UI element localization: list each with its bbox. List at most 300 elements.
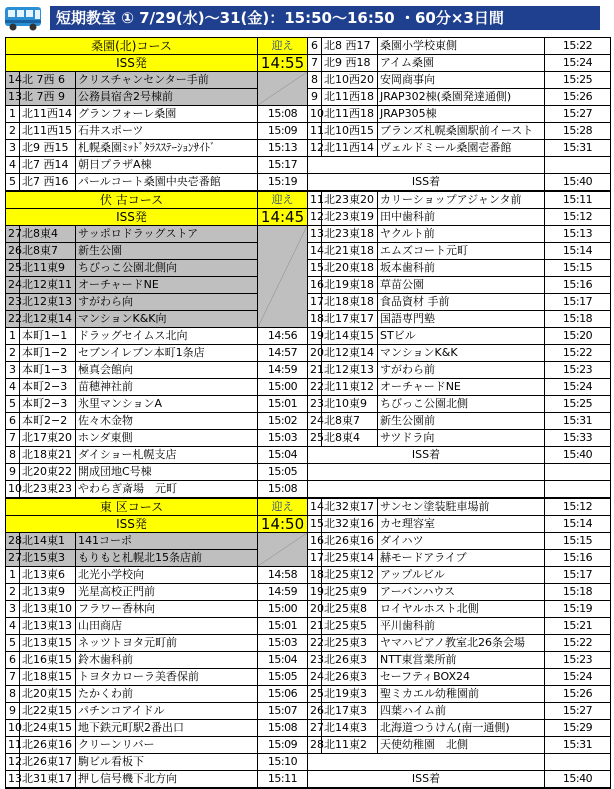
stop-name: 山田商店 <box>76 618 258 635</box>
stop-location: 北17東3 <box>322 703 378 720</box>
stop-name: カリーショップアジャンタ前 <box>378 191 545 209</box>
stop-location: 北11東2 <box>322 737 378 754</box>
stop-name: 札幌桑園ﾐｯﾄﾞﾀﾗｽｽﾃｰｼｮﾝｻｲﾄﾞ <box>76 140 258 157</box>
stop-location: 北11東12 <box>322 379 378 396</box>
stop-number: 3 <box>6 601 20 618</box>
stop-number: 24 <box>308 669 322 686</box>
stop-location: 北10東9 <box>322 396 378 413</box>
stop-number: 25 <box>6 260 20 277</box>
stop-location: 北8東4 <box>20 226 76 243</box>
iss-arrival-time: 15:40 <box>545 174 611 192</box>
stop-location: 北9 西15 <box>20 140 76 157</box>
pickup-time: 15:19 <box>258 174 308 192</box>
pickup-time: 15:15 <box>545 260 611 277</box>
pickup-time: 15:04 <box>258 447 308 464</box>
stop-location: 北11西14 <box>322 140 378 157</box>
stop-number: 3 <box>6 362 20 379</box>
stop-name: 天使幼稚園 北側 <box>378 737 545 754</box>
stop-name: グランフォーレ桑園 <box>76 106 258 123</box>
stop-number: 12 <box>308 140 322 157</box>
table-row <box>6 720 611 737</box>
stop-name: 北海道つうけん(南一通側) <box>378 720 545 737</box>
table-row <box>6 516 611 533</box>
table-row <box>6 72 611 89</box>
stop-name: 駒ビル看板下 <box>76 754 258 771</box>
stop-location: 北10西15 <box>322 123 378 140</box>
stop-location: 北32東17 <box>322 498 378 516</box>
diagonal-line <box>258 533 307 566</box>
stop-number: 21 <box>308 618 322 635</box>
pickup-time: 15:08 <box>258 106 308 123</box>
pickup-time: 14:57 <box>258 345 308 362</box>
stop-location: 北20東18 <box>322 260 378 277</box>
stop-name: マンションK&K向 <box>76 311 258 328</box>
no-pickup-time <box>258 533 308 567</box>
stop-name: STビル <box>378 328 545 345</box>
stop-number: 4 <box>6 157 20 174</box>
empty-cell <box>545 754 611 771</box>
stop-location: 北8東4 <box>322 430 378 447</box>
stop-number: 24 <box>6 277 20 294</box>
stop-location: 北13東10 <box>20 601 76 618</box>
stop-name: 極真会館向 <box>76 362 258 379</box>
table-row <box>6 123 611 140</box>
table-row <box>6 669 611 686</box>
pickup-time: 15:16 <box>545 277 611 294</box>
pickup-time: 14:58 <box>258 567 308 584</box>
stop-number: 18 <box>308 311 322 328</box>
stop-name: すがわら前 <box>378 362 545 379</box>
stop-name: 押し信号機下北方向 <box>76 771 258 789</box>
pickup-time: 15:09 <box>258 123 308 140</box>
stop-name: 桑園小学校東側 <box>378 38 545 55</box>
stop-number: 10 <box>6 720 20 737</box>
pickup-time: 15:24 <box>545 669 611 686</box>
stop-name: クリスチャンセンター手前 <box>76 72 258 89</box>
stop-location: 本町1−2 <box>20 345 76 362</box>
course-name: 桑園(北)コース <box>6 38 258 55</box>
pickup-time: 15:15 <box>545 533 611 550</box>
stop-number: 11 <box>308 123 322 140</box>
stop-number: 9 <box>308 89 322 106</box>
stop-location: 本町2−3 <box>20 396 76 413</box>
stop-location: 北19東3 <box>322 686 378 703</box>
stop-name: パールコート桑園中央壱番館 <box>76 174 258 192</box>
stop-number: 22 <box>6 311 20 328</box>
pickup-time: 15:06 <box>258 686 308 703</box>
page-title: 短期教室 ① 7/29(水)～31(金)：15:50～16:50 ・60分×3日間 <box>50 6 600 30</box>
stop-location: 北25東5 <box>322 618 378 635</box>
stop-name: オーチャードNE <box>76 277 258 294</box>
stop-location: 北20東22 <box>20 464 76 481</box>
stop-location: 北 7西 9 <box>20 89 76 106</box>
pickup-time: 15:00 <box>258 379 308 396</box>
iss-arrival-time: 15:40 <box>545 771 611 789</box>
table-row <box>6 430 611 447</box>
table-row <box>6 345 611 362</box>
table-row <box>6 277 611 294</box>
stop-number: 16 <box>308 533 322 550</box>
stop-number: 23 <box>308 652 322 669</box>
pickup-time: 15:00 <box>258 601 308 618</box>
stop-location: 北11西18 <box>322 89 378 106</box>
iss-departure-label: ISS発 <box>6 209 258 226</box>
pickup-time: 15:31 <box>545 140 611 157</box>
stop-location: 北8東7 <box>322 413 378 430</box>
stop-location: 北14東1 <box>20 533 76 550</box>
pickup-time: 15:05 <box>258 464 308 481</box>
stop-location: 北14東3 <box>322 720 378 737</box>
pickup-time: 15:29 <box>545 720 611 737</box>
stop-location: 北9 西18 <box>322 55 378 72</box>
iss-departure-time: 14:50 <box>258 516 308 533</box>
stop-location: 本町2−2 <box>20 413 76 430</box>
pickup-time: 15:18 <box>545 311 611 328</box>
pickup-time: 15:01 <box>258 618 308 635</box>
pickup-time: 15:09 <box>258 737 308 754</box>
empty-cell <box>308 464 545 481</box>
table-row <box>6 243 611 260</box>
pickup-time: 15:02 <box>258 413 308 430</box>
stop-number: 12 <box>308 209 322 226</box>
iss-arrival-label: ISS着 <box>308 174 545 192</box>
pickup-time: 15:08 <box>258 481 308 499</box>
stop-number: 2 <box>6 345 20 362</box>
stop-name: カセ理容室 <box>378 516 545 533</box>
table-row <box>6 157 611 174</box>
pickup-column-label: 迎え <box>258 498 308 516</box>
stop-name: トヨタカローラ美香保前 <box>76 669 258 686</box>
stop-number: 2 <box>6 123 20 140</box>
stop-name: 141コーポ <box>76 533 258 550</box>
pickup-time: 15:23 <box>545 362 611 379</box>
table-row <box>6 89 611 106</box>
empty-cell <box>308 157 545 174</box>
stop-name: ホンダ東側 <box>76 430 258 447</box>
stop-location: 北25東8 <box>322 601 378 618</box>
pickup-time: 15:13 <box>258 140 308 157</box>
stop-name: たかくわ前 <box>76 686 258 703</box>
stop-location: 北23東18 <box>322 226 378 243</box>
stop-location: 北11西15 <box>20 123 76 140</box>
pickup-time: 15:12 <box>545 209 611 226</box>
stop-location: 北19東18 <box>322 277 378 294</box>
table-row <box>6 584 611 601</box>
iss-departure-time: 14:55 <box>258 55 308 72</box>
stop-number: 11 <box>308 191 322 209</box>
stop-location: 本町1−3 <box>20 362 76 379</box>
stop-number: 12 <box>6 754 20 771</box>
stop-number: 14 <box>6 72 20 89</box>
stop-number: 10 <box>308 106 322 123</box>
stop-name: 新生公園前 <box>378 413 545 430</box>
stop-name: 草苗公園 <box>378 277 545 294</box>
table-row <box>6 191 611 209</box>
stop-name: 四葉ハイム前 <box>378 703 545 720</box>
schedule-table <box>5 37 611 789</box>
pickup-time: 15:24 <box>545 379 611 396</box>
table-row <box>6 618 611 635</box>
stop-location: 北11東9 <box>20 260 76 277</box>
pickup-time: 15:25 <box>545 72 611 89</box>
table-row <box>6 686 611 703</box>
stop-name: ダイハツ <box>378 533 545 550</box>
pickup-time: 15:31 <box>545 737 611 754</box>
page-header <box>0 0 614 36</box>
stop-number: 24 <box>308 413 322 430</box>
pickup-time: 15:03 <box>258 430 308 447</box>
stop-name: 苗穂神社前 <box>76 379 258 396</box>
pickup-time: 15:27 <box>545 106 611 123</box>
empty-cell <box>545 464 611 481</box>
table-row <box>6 140 611 157</box>
table-row <box>6 635 611 652</box>
stop-number: 28 <box>308 737 322 754</box>
stop-location: 北23東23 <box>20 481 76 499</box>
stop-name: 聖ミカエル幼稚園前 <box>378 686 545 703</box>
stop-number: 1 <box>6 106 20 123</box>
pickup-time: 15:24 <box>545 55 611 72</box>
stop-name: 国語専門塾 <box>378 311 545 328</box>
stop-location: 北11西14 <box>20 106 76 123</box>
stop-number: 7 <box>6 430 20 447</box>
stop-location: 北26東3 <box>322 652 378 669</box>
stop-name: マンションK&K <box>378 345 545 362</box>
stop-location: 北18東15 <box>20 669 76 686</box>
pickup-time: 15:12 <box>545 498 611 516</box>
stop-name: アーバンハウス <box>378 584 545 601</box>
pickup-time: 15:14 <box>545 243 611 260</box>
stop-number: 9 <box>6 703 20 720</box>
stop-name: アップルビル <box>378 567 545 584</box>
stop-location: 本町2−3 <box>20 379 76 396</box>
stop-location: 北12東13 <box>20 294 76 311</box>
stop-location: 北13東13 <box>20 618 76 635</box>
stop-location: 北18東21 <box>20 447 76 464</box>
stop-name: ネッツトヨタ元町前 <box>76 635 258 652</box>
stop-location: 北20東15 <box>20 686 76 703</box>
pickup-time: 15:05 <box>258 669 308 686</box>
pickup-time: 15:33 <box>545 430 611 447</box>
pickup-time: 15:17 <box>545 294 611 311</box>
stop-name: サッポロドラッグストア <box>76 226 258 243</box>
stop-name: ブランズ札幌桑園駅前イースト <box>378 123 545 140</box>
table-row <box>6 498 611 516</box>
stop-number: 21 <box>308 362 322 379</box>
pickup-time: 15:11 <box>258 771 308 789</box>
stop-name: 食品資材 手前 <box>378 294 545 311</box>
stop-number: 28 <box>6 533 20 550</box>
stop-location: 北25東3 <box>322 635 378 652</box>
stop-number: 5 <box>6 635 20 652</box>
stop-name: 開成団地C号棟 <box>76 464 258 481</box>
stop-number: 2 <box>6 584 20 601</box>
stop-number: 17 <box>308 550 322 567</box>
stop-number: 6 <box>6 413 20 430</box>
table-row <box>6 413 611 430</box>
stop-name: 佐々木金物 <box>76 413 258 430</box>
stop-location: 北14東15 <box>322 328 378 345</box>
iss-departure-time: 14:45 <box>258 209 308 226</box>
stop-name: 氷里マンションA <box>76 396 258 413</box>
pickup-time: 15:26 <box>545 686 611 703</box>
stop-number: 7 <box>6 669 20 686</box>
table-row <box>6 379 611 396</box>
stop-number: 15 <box>308 260 322 277</box>
stop-location: 北16東15 <box>20 652 76 669</box>
stop-location: 北7 西14 <box>20 157 76 174</box>
stop-location: 北 7西 6 <box>20 72 76 89</box>
stop-number: 8 <box>308 72 322 89</box>
stop-location: 北12東13 <box>322 362 378 379</box>
stop-number: 22 <box>308 379 322 396</box>
stop-location: 北26東17 <box>20 754 76 771</box>
stop-location: 北25東14 <box>322 550 378 567</box>
stop-location: 北24東15 <box>20 720 76 737</box>
pickup-time: 15:19 <box>545 601 611 618</box>
stop-name: フラワー香林向 <box>76 601 258 618</box>
empty-cell <box>545 157 611 174</box>
stop-name: アイム桑園 <box>378 55 545 72</box>
stop-number: 4 <box>6 379 20 396</box>
stop-number: 1 <box>6 567 20 584</box>
table-row <box>6 550 611 567</box>
stop-name: サンセン塗装駐車場前 <box>378 498 545 516</box>
course-name: 伏 古コース <box>6 191 258 209</box>
stop-name: ダイショー札幌支店 <box>76 447 258 464</box>
stop-number: 18 <box>308 567 322 584</box>
pickup-time: 15:04 <box>258 652 308 669</box>
table-row <box>6 328 611 345</box>
table-row <box>6 38 611 55</box>
iss-departure-label: ISS発 <box>6 516 258 533</box>
stop-location: 北17東17 <box>322 311 378 328</box>
stop-name: クリーンリバー <box>76 737 258 754</box>
stop-location: 北12東11 <box>20 277 76 294</box>
pickup-time: 15:07 <box>258 703 308 720</box>
stop-number: 11 <box>6 737 20 754</box>
stop-location: 北13東6 <box>20 567 76 584</box>
stop-location: 北15東3 <box>20 550 76 567</box>
stop-name: 新生公園 <box>76 243 258 260</box>
stop-location: 北12東14 <box>322 345 378 362</box>
table-row <box>6 737 611 754</box>
iss-arrival-label: ISS着 <box>308 771 545 789</box>
stop-name: 地下鉄元町駅2番出口 <box>76 720 258 737</box>
stop-name: セーフティBOX24 <box>378 669 545 686</box>
stop-name: NTT東営業所前 <box>378 652 545 669</box>
stop-location: 北8東7 <box>20 243 76 260</box>
stop-number: 13 <box>6 89 20 106</box>
table-row <box>6 481 611 499</box>
iss-arrival-time: 15:40 <box>545 447 611 464</box>
stop-location: 北7 西16 <box>20 174 76 192</box>
stop-number: 26 <box>308 703 322 720</box>
pickup-time: 15:22 <box>545 345 611 362</box>
pickup-time: 15:22 <box>545 38 611 55</box>
pickup-time: 15:17 <box>545 567 611 584</box>
table-row <box>6 396 611 413</box>
pickup-time: 14:59 <box>258 362 308 379</box>
pickup-time: 14:56 <box>258 328 308 345</box>
table-row <box>6 464 611 481</box>
table-row <box>6 362 611 379</box>
stop-name: 平川歯科前 <box>378 618 545 635</box>
stop-location: 北26東16 <box>322 533 378 550</box>
pickup-time: 14:59 <box>258 584 308 601</box>
stop-number: 23 <box>6 294 20 311</box>
pickup-time: 15:22 <box>545 635 611 652</box>
stop-name: 光星高校正門前 <box>76 584 258 601</box>
table-row <box>6 771 611 789</box>
stop-number: 26 <box>6 243 20 260</box>
stop-name: 公務員宿舎2号棟前 <box>76 89 258 106</box>
stop-number: 25 <box>308 686 322 703</box>
stop-number: 6 <box>6 652 20 669</box>
stop-number: 3 <box>6 140 20 157</box>
stop-number: 13 <box>308 226 322 243</box>
empty-cell <box>308 481 545 499</box>
table-row <box>6 174 611 192</box>
table-row <box>6 601 611 618</box>
pickup-time: 15:20 <box>545 328 611 345</box>
pickup-time: 15:18 <box>545 584 611 601</box>
stop-name: 北光小学校向 <box>76 567 258 584</box>
stop-name: ドラッグセイムス北向 <box>76 328 258 345</box>
stop-number: 1 <box>6 328 20 345</box>
stop-location: 北23東20 <box>322 191 378 209</box>
stop-name: 赫モードアライブ <box>378 550 545 567</box>
pickup-time: 15:13 <box>545 226 611 243</box>
stop-name: オーチャードNE <box>378 379 545 396</box>
stop-number: 27 <box>6 226 20 243</box>
pickup-time: 15:27 <box>545 703 611 720</box>
stop-number: 19 <box>308 584 322 601</box>
course-name: 東 区コース <box>6 498 258 516</box>
stop-number: 27 <box>308 720 322 737</box>
iss-departure-label: ISS発 <box>6 55 258 72</box>
stop-number: 20 <box>308 345 322 362</box>
stop-number: 5 <box>6 174 20 192</box>
stop-name: 田中歯科前 <box>378 209 545 226</box>
stop-name: ちびっこ公園北側向 <box>76 260 258 277</box>
table-row <box>6 754 611 771</box>
table-row <box>6 106 611 123</box>
table-row <box>6 447 611 464</box>
pickup-time: 15:17 <box>258 157 308 174</box>
stop-name: JRAP305棟 <box>378 106 545 123</box>
stop-number: 14 <box>308 243 322 260</box>
stop-name: ヤマハピアノ教室北26条会場 <box>378 635 545 652</box>
diagonal-line <box>258 72 307 105</box>
pickup-time: 15:26 <box>545 89 611 106</box>
stop-number: 16 <box>308 277 322 294</box>
stop-name: セブンイレブン本町1条店 <box>76 345 258 362</box>
pickup-time: 15:10 <box>258 754 308 771</box>
stop-name: 鈴木歯科前 <box>76 652 258 669</box>
stop-location: 北31東17 <box>20 771 76 789</box>
stop-location: 北21東18 <box>322 243 378 260</box>
stop-number: 6 <box>308 38 322 55</box>
stop-location: 北13東9 <box>20 584 76 601</box>
stop-location: 北22東15 <box>20 703 76 720</box>
table-row <box>6 260 611 277</box>
stop-name: 朝日プラザA棟 <box>76 157 258 174</box>
pickup-time: 15:28 <box>545 123 611 140</box>
no-pickup-time <box>258 226 308 328</box>
no-pickup-time <box>258 72 308 106</box>
stop-name: JRAP302棟(桑園発達通側) <box>378 89 545 106</box>
